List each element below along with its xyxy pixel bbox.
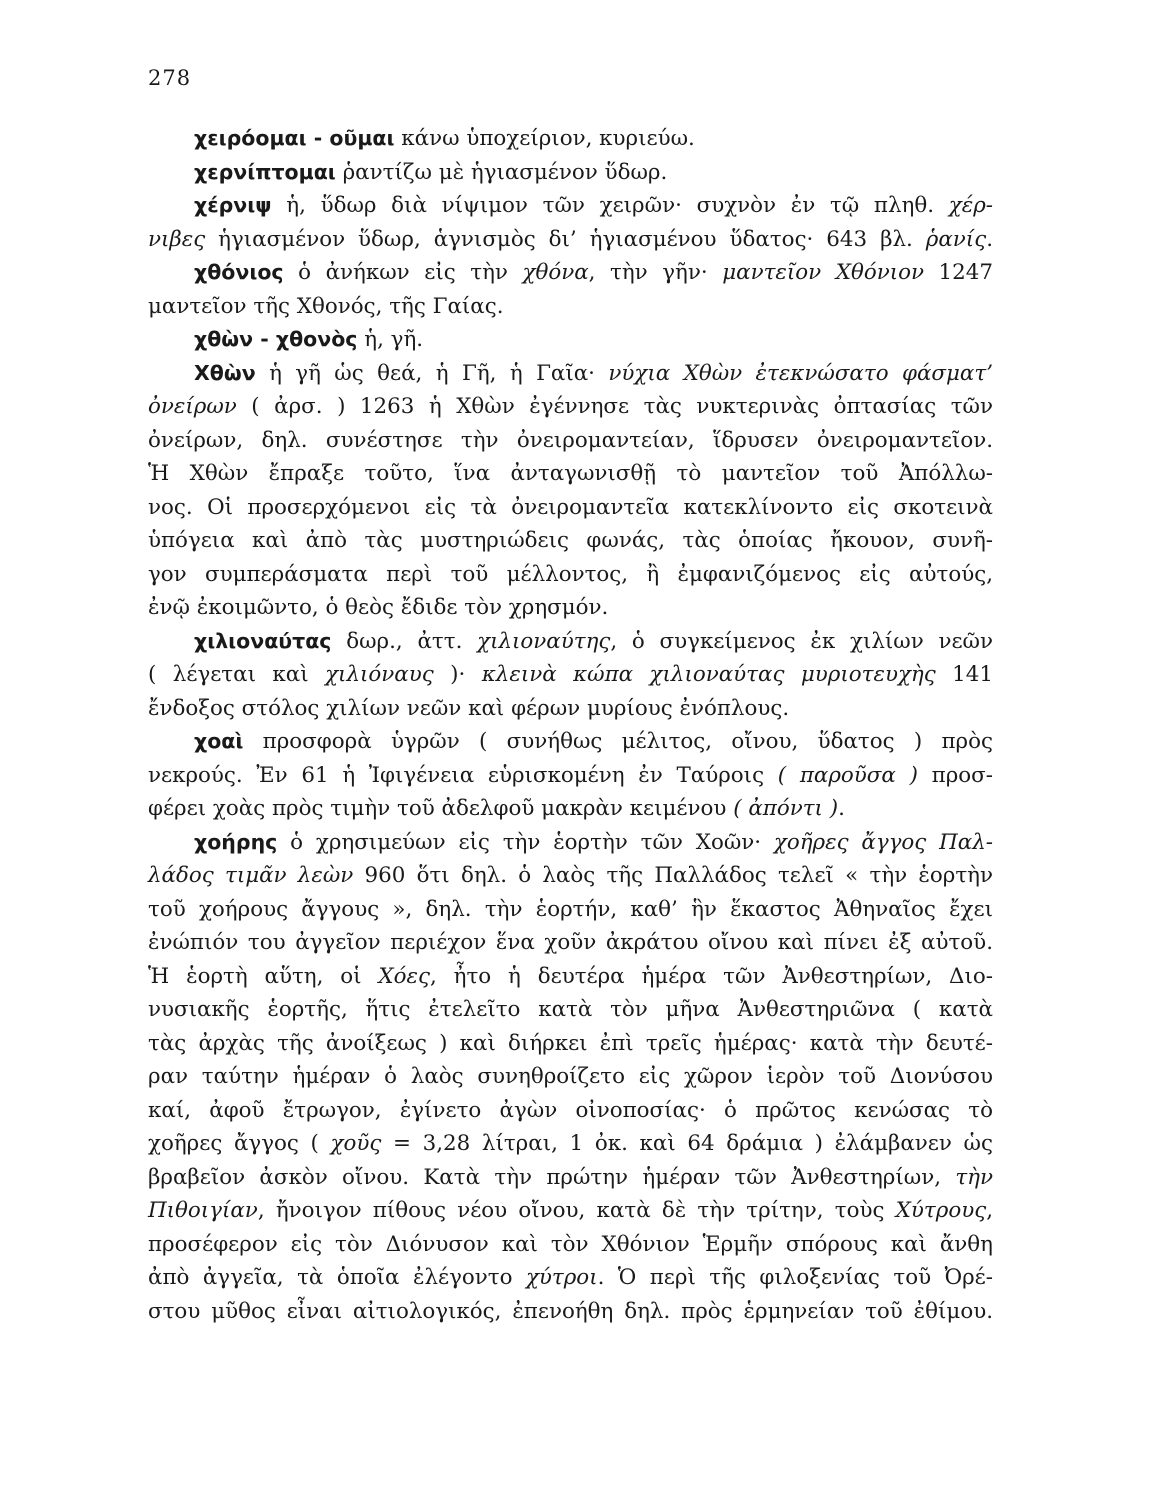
headword: χέρνιψ — [194, 193, 272, 217]
body-text: ὀνείρων, δηλ. συνέστησε τὴν ὀνειρομαντείαν, ἵδρυσεν ὀνειρομαντεῖον. — [148, 427, 993, 453]
body-text: ( λέγεται καὶ — [148, 662, 326, 687]
body-text: προσέφερον εἰς τὸν Διόνυσον καὶ τὸν Χθόνιον Ἑρμῆν σπόρους καὶ ἄνθη — [148, 1231, 993, 1257]
text-line — [148, 1194, 993, 1228]
text-line — [148, 725, 993, 759]
italic-text: ὀνείρων — [148, 394, 237, 419]
body-text: νεκρούς. Ἐν 61 ἡ Ἰφιγένεια εὑρισκομένη ἐν Ταύροις — [148, 762, 778, 788]
body-text: νυσιακῆς ἑορτῆς, ἥτις ἐτελεῖτο κατὰ τὸν μῆνα Ἀνθεστηριῶνα ( κατὰ — [148, 997, 993, 1022]
body-text: ὁ χρησιμεύων εἰς τὴν ἑορτὴν τῶν Χοῶν· — [277, 829, 774, 855]
body-text: ραν ταύτην ἡμέραν ὁ λαὸς συνηθροίζετο εἰς χῶρον ἱερὸν τοῦ Διονύσου — [148, 1064, 993, 1089]
italic-text: νύχια Χθὼν ἐτεκνώσατο φάσματ’ — [608, 360, 993, 386]
body-text: 960 ὅτι δηλ. ὁ λαὸς τῆς Παλλάδος τελεῖ « τὴν ἑορτὴν — [353, 863, 993, 888]
body-text: Ἡ ἑορτὴ αὕτη, οἱ — [148, 963, 379, 989]
italic-text: λάδος τιμᾶν λεὼν — [148, 863, 354, 888]
body-text: . Ὁ περὶ τῆς φιλοξενίας τοῦ Ὀρέ- — [597, 1265, 993, 1290]
text-line — [148, 558, 993, 592]
italic-text: ( παροῦσα ) — [777, 762, 918, 788]
body-text: ὑπόγεια καὶ ἀπὸ τὰς μυστηριώδεις φωνάς, τὰς ὁποίας ἤκουον, συνῆ- — [148, 528, 993, 553]
body-text: 1247 — [923, 260, 993, 285]
body-text: ( ἀρσ. ) 1263 ἡ Χθὼν ἐγέννησε τὰς νυκτερινὰς ὀπτασίας τῶν — [236, 394, 993, 419]
text-line — [148, 223, 993, 257]
body-text: τοῦ χοήρους ἄγγους », δηλ. τὴν ἑορτήν, καθ’ ἣν ἕκαστος Ἀθηναῖος ἔχει — [148, 896, 993, 922]
text-line — [148, 524, 993, 558]
text-line — [148, 1060, 993, 1094]
text-line — [148, 491, 993, 525]
body-text: φέρει χοὰς πρὸς τιμὴν τοῦ ἀδελφοῦ μακρὰν κειμένου — [148, 796, 734, 821]
italic-text: νιβες — [148, 226, 206, 252]
text-line — [148, 390, 993, 424]
body-text: δωρ., ἀττ. — [331, 628, 478, 654]
text-line — [148, 1295, 993, 1329]
text-line — [148, 1094, 993, 1128]
text-line — [148, 1228, 993, 1262]
italic-text: χύτροι — [525, 1265, 598, 1290]
text-line — [148, 591, 993, 625]
body-text: προσφορὰ ὑγρῶν ( συνήθως μέλιτος, οἴνου, ὕδατος ) πρὸς — [243, 729, 993, 754]
body-text: Ἡ Χθὼν ἔπραξε τοῦτο, ἵνα ἀνταγωνισθῇ τὸ μαντεῖον τοῦ Ἀπόλλω- — [148, 461, 993, 486]
body-text: γον συμπεράσματα περὶ τοῦ μέλλοντος, ἢ ἐμφανιζόμενος εἰς αὐτούς, — [148, 561, 993, 587]
body-text: ἡγιασμένον ὕδωρ, ἁγνισμὸς δι’ ἡγιασμένου ὕδατος· 643 βλ. — [205, 226, 926, 252]
italic-text: χιλιοναύτης — [477, 628, 611, 654]
text-line — [148, 926, 993, 960]
body-text: ἔνδοξος στόλος χιλίων νεῶν καὶ φέρων μυρίους ἐνόπλους. — [148, 695, 790, 721]
body-text: = 3,28 λίτραι, 1 ὀκ. καὶ 64 δράμια ) ἐλάμβανεν ὡς — [381, 1131, 993, 1156]
text-line — [148, 759, 993, 793]
italic-text: μαντεῖον Χθόνιον — [722, 260, 924, 285]
text-line — [148, 1261, 993, 1295]
body-text: )· — [433, 662, 482, 687]
body-text: ἐνῷ ἐκοιμῶντο, ὁ θεὸς ἔδιδε τὸν χρησμόν. — [148, 595, 609, 620]
text-line — [148, 859, 993, 893]
body-text: κάνω ὑποχείριον, κυριεύω. — [394, 126, 695, 151]
text-line — [148, 323, 993, 357]
body-text: βραβεῖον ἀσκὸν οἴνου. Κατὰ τὴν πρώτην ἡμέραν τῶν Ἀνθεστηρίων, — [148, 1164, 956, 1190]
body-text: ἐνώπιόν του ἀγγεῖον περιέχον ἕνα χοῦν ἀκράτου οἴνου καὶ πίνει ἐξ αὐτοῦ. — [148, 930, 993, 955]
text-line — [148, 156, 993, 190]
headword: χθὼν - χθονὸς — [194, 327, 358, 351]
text-line — [148, 960, 993, 994]
dictionary-text — [148, 122, 993, 1328]
text-line — [148, 357, 993, 391]
text-line — [148, 658, 993, 692]
text-line — [148, 189, 993, 223]
body-text: μαντεῖον τῆς Χθονός, τῆς Γαίας. — [148, 293, 504, 319]
italic-text: χοῆρες ἄγγος Παλ- — [773, 829, 994, 855]
headword: χιλιοναύτας — [194, 628, 332, 653]
headword: χθόνιος — [194, 260, 284, 284]
body-text: , ἦτο ἡ δευτέρα ἡμέρα τῶν Ἀνθεστηρίων, Διο- — [430, 963, 993, 989]
headword: χερνίπτομαι — [194, 159, 336, 184]
headword: Χθὼν — [194, 360, 256, 385]
italic-text: χέρ- — [948, 193, 993, 218]
text-line — [148, 457, 993, 491]
italic-text: Πιθοιγίαν — [148, 1198, 258, 1223]
italic-text: κλεινὰ κώπα χιλιοναύτας μυριοτευχὴς — [481, 662, 936, 687]
text-line — [148, 424, 993, 458]
text-line — [148, 290, 993, 324]
italic-text: χοῦς — [330, 1131, 382, 1156]
body-text: ῥαντίζω μὲ ἡγιασμένον ὕδωρ. — [335, 159, 668, 185]
body-text: , τὴν γῆν· — [588, 260, 723, 285]
text-line — [148, 1027, 993, 1061]
body-text: ἡ, ὕδωρ διὰ νίψιμον τῶν χειρῶν· συχνὸν ἐν τῷ πληθ. — [271, 193, 949, 218]
text-line — [148, 993, 993, 1027]
page-number: 278 — [148, 66, 192, 90]
italic-text: χιλιόναυς — [325, 662, 434, 687]
text-line — [148, 1161, 993, 1195]
body-text: τὰς ἀρχὰς τῆς ἀνοίξεως ) καὶ διήρκει ἐπὶ τρεῖς ἡμέρας· κατὰ τὴν δευτέ- — [148, 1030, 993, 1056]
body-text: στου μῦθος εἶναι αἰτιολογικός, ἐπενοήθη δηλ. πρὸς ἑρμηνείαν τοῦ ἐθίμου. — [148, 1298, 993, 1324]
text-line — [148, 256, 993, 290]
body-text: . — [986, 226, 993, 252]
text-line — [148, 625, 993, 659]
text-line — [148, 893, 993, 927]
body-text: ἡ, γῆ. — [357, 327, 424, 352]
italic-text: ῥανίς — [925, 226, 987, 252]
body-text: νος. Οἱ προσερχόμενοι εἰς τὰ ὀνειρομαντεῖα κατεκλίνοντο εἰς σκοτεινὰ — [148, 494, 993, 520]
text-line — [148, 826, 993, 860]
body-text: χοῆρες ἄγγος ( — [148, 1131, 331, 1156]
italic-text: ( ἀπόντι ) — [733, 796, 839, 821]
headword: χοαὶ — [194, 729, 244, 753]
text-line — [148, 122, 993, 156]
italic-text: Χύτρους — [895, 1198, 987, 1223]
text-line — [148, 1127, 993, 1161]
body-text: προσ- — [917, 762, 994, 788]
italic-text: Χόες — [378, 963, 430, 989]
body-text: , ὁ συγκείμενος ἐκ χιλίων νεῶν — [610, 628, 993, 654]
text-line — [148, 792, 993, 826]
body-text: 141 — [935, 662, 993, 687]
italic-text: χθόνα — [522, 260, 589, 285]
italic-text: τὴν — [955, 1164, 993, 1190]
body-text: καί, ἀφοῦ ἔτρωγον, ἐγίνετο ἀγὼν οἰνοποσίας· ὁ πρῶτος κενώσας τὸ — [148, 1097, 993, 1123]
body-text: , ἤνοιγον πίθους νέου οἴνου, κατὰ δὲ τὴν τρίτην, τοὺς — [257, 1198, 896, 1223]
body-text: ἡ γῆ ὡς θεά, ἡ Γῆ, ἡ Γαῖα· — [255, 360, 609, 386]
headword: χοήρης — [194, 829, 278, 854]
body-text: ἀπὸ ἀγγεῖα, τὰ ὁποῖα ἐλέγοντο — [148, 1265, 526, 1290]
body-text: , — [986, 1198, 993, 1223]
body-text: ὁ ἀνήκων εἰς τὴν — [283, 260, 523, 285]
headword: χειρόομαι - οῦμαι — [194, 126, 395, 150]
body-text: . — [838, 796, 845, 821]
text-line — [148, 692, 993, 726]
